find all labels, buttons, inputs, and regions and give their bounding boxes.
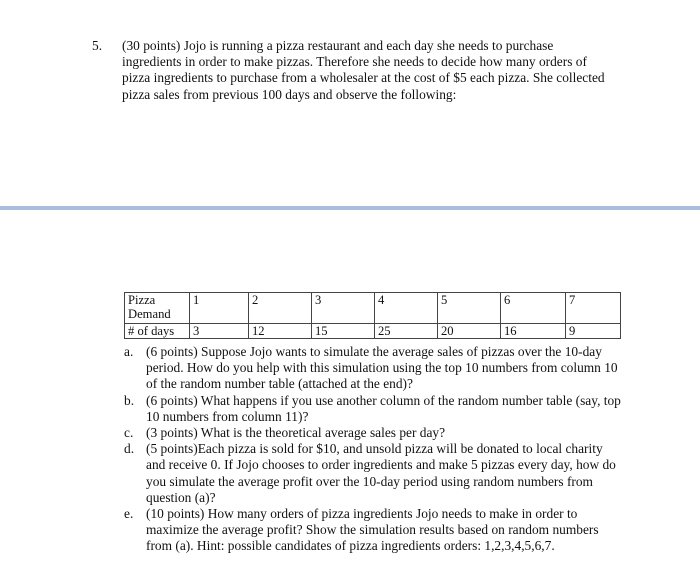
- table-cell: 25: [375, 324, 438, 339]
- table-cell: 1: [190, 293, 249, 324]
- table-header-cell: Pizza Demand: [125, 293, 190, 324]
- list-item: [124, 441, 624, 506]
- part-text: (10 points) How many orders of pizza ingredients Jojo needs to make in order to maximize the average profit? Show the simulation results based on random numbers from (a). Hint: possible candidates of pizza ingredients orders: 1,2,3,4,5,6,7.: [146, 506, 599, 554]
- table-cell: 12: [249, 324, 312, 339]
- table-cell: 9: [566, 324, 621, 339]
- table-cell: 2: [249, 293, 312, 324]
- table-header-cell: # of days: [125, 324, 190, 339]
- page-divider: [0, 206, 700, 210]
- part-text: (6 points) What happens if you use another column of the random number table (say, top 10 numbers from column 11)?: [146, 392, 621, 424]
- table-cell: 6: [501, 293, 566, 324]
- table-cell: 20: [438, 324, 501, 339]
- part-label: e.: [124, 506, 134, 522]
- list-item: [124, 344, 624, 393]
- question-number: 5.: [92, 38, 103, 53]
- part-text: (3 points) What is the theoretical average sales per day?: [146, 425, 446, 441]
- question-block: [92, 38, 612, 103]
- part-text: (5 points)Each pizza is sold for $10, and unsold pizza will be donated to local charity and receive 0. If Jojo chooses to order ingredients and make 5 pizzas every day, how do you simulate the average profit over the 10-day period using random numbers from question (a)?: [146, 441, 616, 505]
- table-cell: 3: [312, 293, 375, 324]
- part-label: a.: [124, 344, 134, 359]
- table-cell: 3: [190, 324, 249, 339]
- list-item: [124, 425, 624, 441]
- table-cell: 7: [566, 293, 621, 324]
- part-label: c.: [124, 425, 134, 441]
- part-label: d.: [124, 441, 135, 457]
- part-label: b.: [124, 392, 135, 408]
- table-row: [125, 324, 621, 339]
- demand-table: [124, 292, 621, 339]
- table-row: [125, 293, 621, 324]
- question-parts: [124, 344, 624, 555]
- table-cell: 16: [501, 324, 566, 339]
- list-item: [124, 393, 624, 425]
- table-cell: 15: [312, 324, 375, 339]
- part-text: (6 points) Suppose Jojo wants to simulate the average sales of pizzas over the 10-day period. How do you help with this simulation using the top 10 numbers from column 10 of the random number table (attached at the end)?: [146, 344, 618, 392]
- question-text: (30 points) Jojo is running a pizza restaurant and each day she needs to purchase ingredients in order to make pizzas. Therefore she needs to decide how many orders of pizza ingredients to purchase from a wholesaler at the cost of $5 each pizza. She collected pizza sales from previous 100 days and observe the following:: [122, 38, 605, 102]
- table-cell: 4: [375, 293, 438, 324]
- list-item: [124, 506, 624, 555]
- table-cell: 5: [438, 293, 501, 324]
